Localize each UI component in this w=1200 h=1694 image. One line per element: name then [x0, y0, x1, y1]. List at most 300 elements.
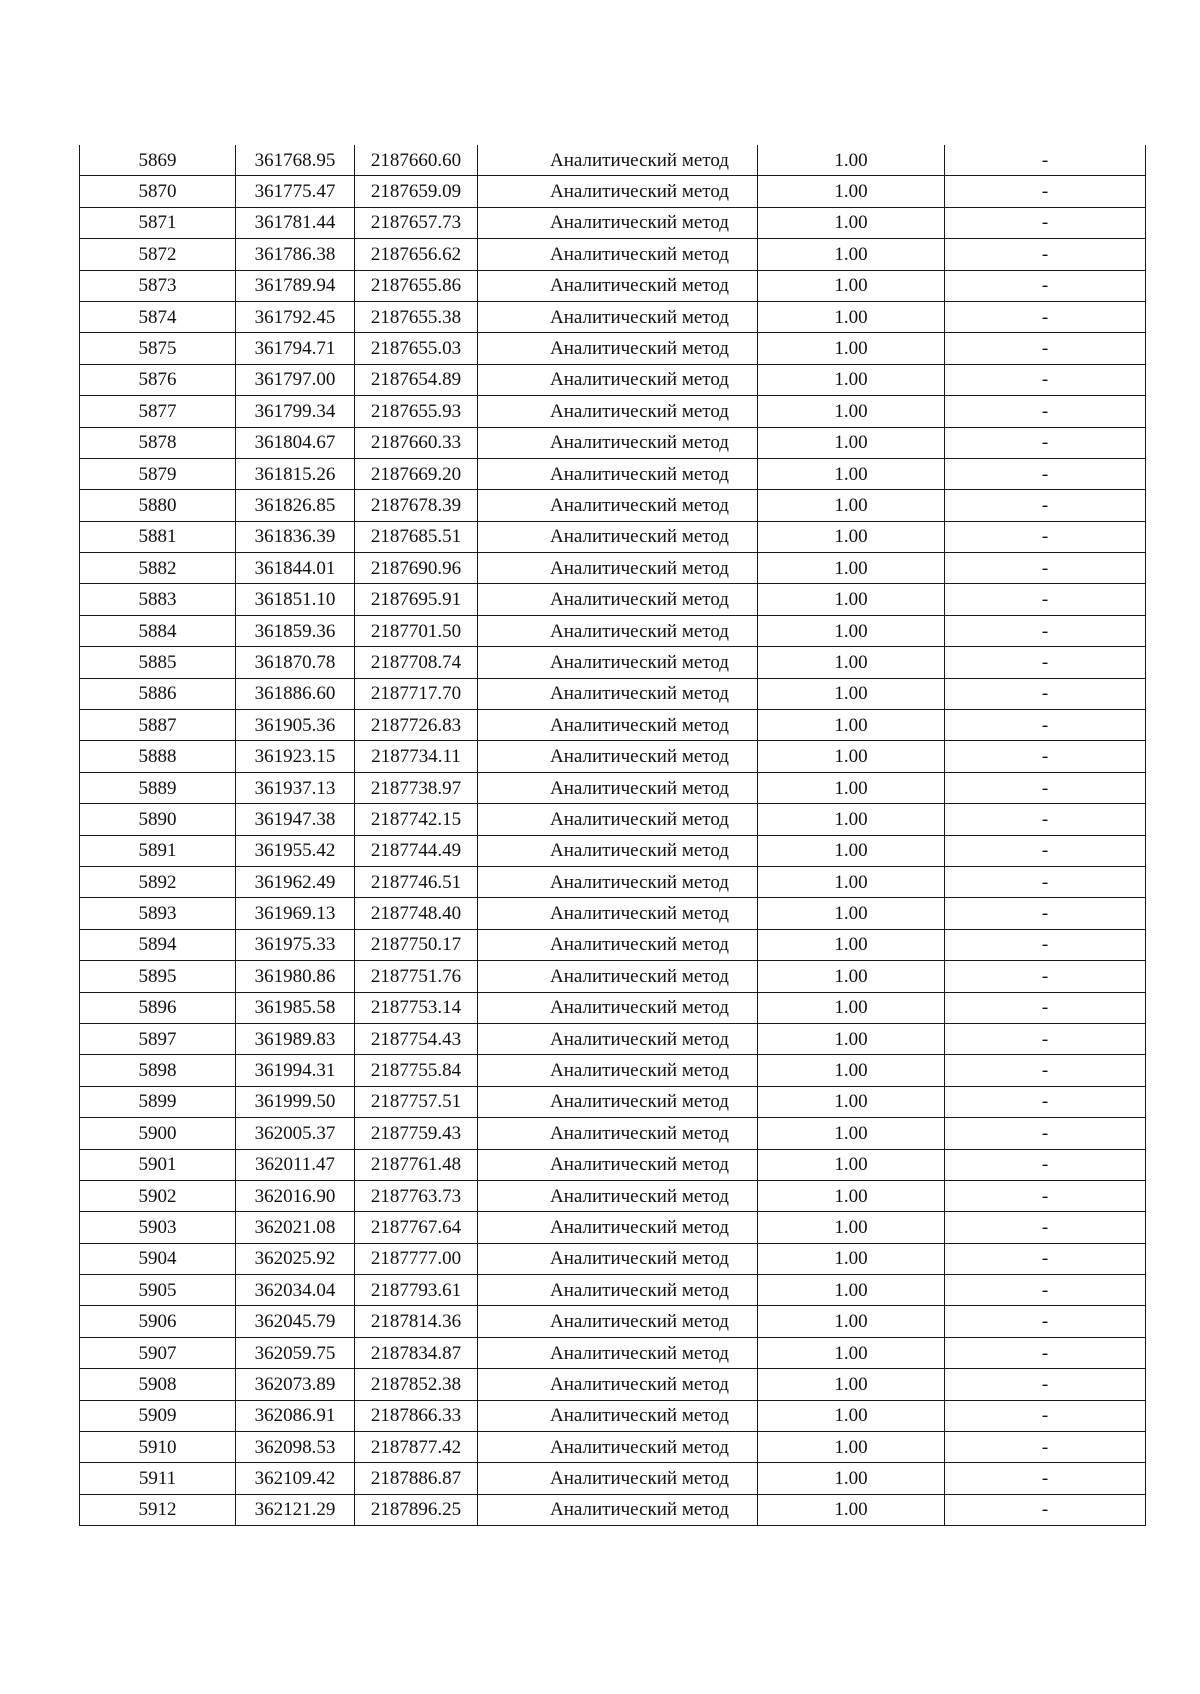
y-coordinate-cell: 2187746.51 — [355, 866, 478, 897]
point-number-cell: 5872 — [80, 239, 236, 270]
point-number-cell: 5911 — [80, 1463, 236, 1494]
point-number-cell: 5885 — [80, 647, 236, 678]
description-cell: - — [945, 333, 1146, 364]
y-coordinate-cell: 2187669.20 — [355, 458, 478, 489]
table-row — [80, 1306, 1146, 1337]
description-cell: - — [945, 521, 1146, 552]
y-coordinate-cell: 2187738.97 — [355, 772, 478, 803]
description-cell: - — [945, 427, 1146, 458]
x-coordinate-cell: 362109.42 — [236, 1463, 355, 1494]
point-number-cell: 5898 — [80, 1055, 236, 1086]
table-row — [80, 1275, 1146, 1306]
description-cell: - — [945, 1086, 1146, 1117]
table-row — [80, 1463, 1146, 1494]
accuracy-cell: 1.00 — [758, 678, 945, 709]
table-row — [80, 145, 1146, 176]
table-row — [80, 239, 1146, 270]
method-cell: Аналитический метод — [478, 145, 758, 176]
accuracy-cell: 1.00 — [758, 647, 945, 678]
method-cell: Аналитический метод — [478, 1337, 758, 1368]
point-number-cell: 5882 — [80, 553, 236, 584]
table-row — [80, 615, 1146, 646]
x-coordinate-cell: 361851.10 — [236, 584, 355, 615]
table-row — [80, 1180, 1146, 1211]
x-coordinate-cell: 362073.89 — [236, 1369, 355, 1400]
method-cell: Аналитический метод — [478, 207, 758, 238]
method-cell: Аналитический метод — [478, 1369, 758, 1400]
y-coordinate-cell: 2187744.49 — [355, 835, 478, 866]
table-row — [80, 678, 1146, 709]
description-cell: - — [945, 772, 1146, 803]
x-coordinate-cell: 361768.95 — [236, 145, 355, 176]
y-coordinate-cell: 2187759.43 — [355, 1118, 478, 1149]
method-cell: Аналитический метод — [478, 1400, 758, 1431]
x-coordinate-cell: 361962.49 — [236, 866, 355, 897]
y-coordinate-cell: 2187753.14 — [355, 992, 478, 1023]
table-row — [80, 710, 1146, 741]
point-number-cell: 5909 — [80, 1400, 236, 1431]
y-coordinate-cell: 2187886.87 — [355, 1463, 478, 1494]
description-cell: - — [945, 929, 1146, 960]
method-cell: Аналитический метод — [478, 270, 758, 301]
point-number-cell: 5888 — [80, 741, 236, 772]
description-cell: - — [945, 1023, 1146, 1054]
y-coordinate-cell: 2187657.73 — [355, 207, 478, 238]
accuracy-cell: 1.00 — [758, 710, 945, 741]
description-cell: - — [945, 1212, 1146, 1243]
point-number-cell: 5890 — [80, 804, 236, 835]
y-coordinate-cell: 2187726.83 — [355, 710, 478, 741]
accuracy-cell: 1.00 — [758, 270, 945, 301]
table-row — [80, 835, 1146, 866]
description-cell: - — [945, 647, 1146, 678]
accuracy-cell: 1.00 — [758, 1023, 945, 1054]
table-row — [80, 1400, 1146, 1431]
x-coordinate-cell: 361804.67 — [236, 427, 355, 458]
y-coordinate-cell: 2187655.86 — [355, 270, 478, 301]
description-cell: - — [945, 207, 1146, 238]
accuracy-cell: 1.00 — [758, 866, 945, 897]
point-number-cell: 5900 — [80, 1118, 236, 1149]
x-coordinate-cell: 362045.79 — [236, 1306, 355, 1337]
point-number-cell: 5899 — [80, 1086, 236, 1117]
accuracy-cell: 1.00 — [758, 1149, 945, 1180]
table-row — [80, 866, 1146, 897]
point-number-cell: 5892 — [80, 866, 236, 897]
y-coordinate-cell: 2187750.17 — [355, 929, 478, 960]
table-row — [80, 929, 1146, 960]
x-coordinate-cell: 362059.75 — [236, 1337, 355, 1368]
accuracy-cell: 1.00 — [758, 1275, 945, 1306]
method-cell: Аналитический метод — [478, 1463, 758, 1494]
table-row — [80, 1243, 1146, 1274]
description-cell: - — [945, 1180, 1146, 1211]
point-number-cell: 5907 — [80, 1337, 236, 1368]
point-number-cell: 5876 — [80, 364, 236, 395]
y-coordinate-cell: 2187777.00 — [355, 1243, 478, 1274]
point-number-cell: 5887 — [80, 710, 236, 741]
y-coordinate-cell: 2187757.51 — [355, 1086, 478, 1117]
x-coordinate-cell: 361775.47 — [236, 176, 355, 207]
table-row — [80, 1055, 1146, 1086]
description-cell: - — [945, 741, 1146, 772]
accuracy-cell: 1.00 — [758, 929, 945, 960]
point-number-cell: 5884 — [80, 615, 236, 646]
method-cell: Аналитический метод — [478, 835, 758, 866]
accuracy-cell: 1.00 — [758, 835, 945, 866]
accuracy-cell: 1.00 — [758, 1306, 945, 1337]
x-coordinate-cell: 361985.58 — [236, 992, 355, 1023]
accuracy-cell: 1.00 — [758, 1212, 945, 1243]
y-coordinate-cell: 2187751.76 — [355, 961, 478, 992]
point-number-cell: 5891 — [80, 835, 236, 866]
description-cell: - — [945, 1463, 1146, 1494]
y-coordinate-cell: 2187678.39 — [355, 490, 478, 521]
description-cell: - — [945, 866, 1146, 897]
method-cell: Аналитический метод — [478, 458, 758, 489]
point-number-cell: 5871 — [80, 207, 236, 238]
method-cell: Аналитический метод — [478, 553, 758, 584]
method-cell: Аналитический метод — [478, 1055, 758, 1086]
point-number-cell: 5874 — [80, 301, 236, 332]
table-row — [80, 1212, 1146, 1243]
description-cell: - — [945, 239, 1146, 270]
x-coordinate-cell: 362098.53 — [236, 1432, 355, 1463]
description-cell: - — [945, 710, 1146, 741]
method-cell: Аналитический метод — [478, 1432, 758, 1463]
point-number-cell: 5875 — [80, 333, 236, 364]
description-cell: - — [945, 270, 1146, 301]
x-coordinate-cell: 361975.33 — [236, 929, 355, 960]
x-coordinate-cell: 361815.26 — [236, 458, 355, 489]
method-cell: Аналитический метод — [478, 647, 758, 678]
x-coordinate-cell: 361980.86 — [236, 961, 355, 992]
y-coordinate-cell: 2187793.61 — [355, 1275, 478, 1306]
description-cell: - — [945, 1337, 1146, 1368]
table-row — [80, 961, 1146, 992]
accuracy-cell: 1.00 — [758, 396, 945, 427]
y-coordinate-cell: 2187660.33 — [355, 427, 478, 458]
y-coordinate-cell: 2187866.33 — [355, 1400, 478, 1431]
y-coordinate-cell: 2187761.48 — [355, 1149, 478, 1180]
x-coordinate-cell: 361859.36 — [236, 615, 355, 646]
table-row — [80, 1369, 1146, 1400]
description-cell: - — [945, 1369, 1146, 1400]
x-coordinate-cell: 361836.39 — [236, 521, 355, 552]
table-row — [80, 1118, 1146, 1149]
accuracy-cell: 1.00 — [758, 615, 945, 646]
accuracy-cell: 1.00 — [758, 333, 945, 364]
accuracy-cell: 1.00 — [758, 521, 945, 552]
y-coordinate-cell: 2187754.43 — [355, 1023, 478, 1054]
x-coordinate-cell: 361989.83 — [236, 1023, 355, 1054]
table-row — [80, 396, 1146, 427]
description-cell: - — [945, 553, 1146, 584]
table-row — [80, 1337, 1146, 1368]
accuracy-cell: 1.00 — [758, 898, 945, 929]
method-cell: Аналитический метод — [478, 239, 758, 270]
description-cell: - — [945, 678, 1146, 709]
x-coordinate-cell: 361969.13 — [236, 898, 355, 929]
method-cell: Аналитический метод — [478, 1275, 758, 1306]
table-row — [80, 804, 1146, 835]
accuracy-cell: 1.00 — [758, 207, 945, 238]
description-cell: - — [945, 1275, 1146, 1306]
table-row — [80, 458, 1146, 489]
x-coordinate-cell: 361797.00 — [236, 364, 355, 395]
y-coordinate-cell: 2187767.64 — [355, 1212, 478, 1243]
point-number-cell: 5908 — [80, 1369, 236, 1400]
description-cell: - — [945, 1432, 1146, 1463]
y-coordinate-cell: 2187685.51 — [355, 521, 478, 552]
method-cell: Аналитический метод — [478, 490, 758, 521]
accuracy-cell: 1.00 — [758, 176, 945, 207]
description-cell: - — [945, 364, 1146, 395]
table-row — [80, 553, 1146, 584]
table-row — [80, 1086, 1146, 1117]
y-coordinate-cell: 2187755.84 — [355, 1055, 478, 1086]
point-number-cell: 5870 — [80, 176, 236, 207]
x-coordinate-cell: 362011.47 — [236, 1149, 355, 1180]
accuracy-cell: 1.00 — [758, 553, 945, 584]
table-row — [80, 1494, 1146, 1525]
accuracy-cell: 1.00 — [758, 364, 945, 395]
description-cell: - — [945, 1400, 1146, 1431]
table-row — [80, 647, 1146, 678]
table-row — [80, 741, 1146, 772]
point-number-cell: 5869 — [80, 145, 236, 176]
method-cell: Аналитический метод — [478, 992, 758, 1023]
description-cell: - — [945, 145, 1146, 176]
point-number-cell: 5886 — [80, 678, 236, 709]
coordinates-table — [79, 145, 1146, 1526]
accuracy-cell: 1.00 — [758, 992, 945, 1023]
description-cell: - — [945, 584, 1146, 615]
point-number-cell: 5903 — [80, 1212, 236, 1243]
table-row — [80, 333, 1146, 364]
description-cell: - — [945, 1149, 1146, 1180]
x-coordinate-cell: 362121.29 — [236, 1494, 355, 1525]
x-coordinate-cell: 362086.91 — [236, 1400, 355, 1431]
x-coordinate-cell: 361792.45 — [236, 301, 355, 332]
accuracy-cell: 1.00 — [758, 1463, 945, 1494]
x-coordinate-cell: 361844.01 — [236, 553, 355, 584]
y-coordinate-cell: 2187896.25 — [355, 1494, 478, 1525]
x-coordinate-cell: 361937.13 — [236, 772, 355, 803]
accuracy-cell: 1.00 — [758, 1369, 945, 1400]
description-cell: - — [945, 1243, 1146, 1274]
method-cell: Аналитический метод — [478, 1023, 758, 1054]
point-number-cell: 5897 — [80, 1023, 236, 1054]
y-coordinate-cell: 2187814.36 — [355, 1306, 478, 1337]
x-coordinate-cell: 362005.37 — [236, 1118, 355, 1149]
method-cell: Аналитический метод — [478, 1243, 758, 1274]
accuracy-cell: 1.00 — [758, 1118, 945, 1149]
point-number-cell: 5893 — [80, 898, 236, 929]
accuracy-cell: 1.00 — [758, 804, 945, 835]
point-number-cell: 5905 — [80, 1275, 236, 1306]
point-number-cell: 5894 — [80, 929, 236, 960]
y-coordinate-cell: 2187654.89 — [355, 364, 478, 395]
point-number-cell: 5912 — [80, 1494, 236, 1525]
method-cell: Аналитический метод — [478, 584, 758, 615]
accuracy-cell: 1.00 — [758, 1494, 945, 1525]
method-cell: Аналитический метод — [478, 804, 758, 835]
coordinates-table-body — [80, 145, 1146, 1526]
method-cell: Аналитический метод — [478, 396, 758, 427]
x-coordinate-cell: 361794.71 — [236, 333, 355, 364]
description-cell: - — [945, 992, 1146, 1023]
accuracy-cell: 1.00 — [758, 427, 945, 458]
table-row — [80, 270, 1146, 301]
point-number-cell: 5873 — [80, 270, 236, 301]
y-coordinate-cell: 2187659.09 — [355, 176, 478, 207]
table-row — [80, 1023, 1146, 1054]
description-cell: - — [945, 396, 1146, 427]
y-coordinate-cell: 2187852.38 — [355, 1369, 478, 1400]
method-cell: Аналитический метод — [478, 1086, 758, 1117]
accuracy-cell: 1.00 — [758, 1400, 945, 1431]
description-cell: - — [945, 490, 1146, 521]
method-cell: Аналитический метод — [478, 741, 758, 772]
x-coordinate-cell: 361999.50 — [236, 1086, 355, 1117]
accuracy-cell: 1.00 — [758, 961, 945, 992]
description-cell: - — [945, 176, 1146, 207]
method-cell: Аналитический метод — [478, 333, 758, 364]
point-number-cell: 5904 — [80, 1243, 236, 1274]
point-number-cell: 5906 — [80, 1306, 236, 1337]
accuracy-cell: 1.00 — [758, 1432, 945, 1463]
y-coordinate-cell: 2187717.70 — [355, 678, 478, 709]
x-coordinate-cell: 361955.42 — [236, 835, 355, 866]
y-coordinate-cell: 2187742.15 — [355, 804, 478, 835]
point-number-cell: 5879 — [80, 458, 236, 489]
x-coordinate-cell: 362016.90 — [236, 1180, 355, 1211]
accuracy-cell: 1.00 — [758, 145, 945, 176]
y-coordinate-cell: 2187734.11 — [355, 741, 478, 772]
description-cell: - — [945, 835, 1146, 866]
accuracy-cell: 1.00 — [758, 1243, 945, 1274]
description-cell: - — [945, 898, 1146, 929]
table-row — [80, 772, 1146, 803]
y-coordinate-cell: 2187655.38 — [355, 301, 478, 332]
x-coordinate-cell: 361870.78 — [236, 647, 355, 678]
y-coordinate-cell: 2187660.60 — [355, 145, 478, 176]
x-coordinate-cell: 361886.60 — [236, 678, 355, 709]
point-number-cell: 5883 — [80, 584, 236, 615]
point-number-cell: 5878 — [80, 427, 236, 458]
x-coordinate-cell: 361905.36 — [236, 710, 355, 741]
y-coordinate-cell: 2187655.93 — [355, 396, 478, 427]
y-coordinate-cell: 2187877.42 — [355, 1432, 478, 1463]
table-row — [80, 207, 1146, 238]
method-cell: Аналитический метод — [478, 866, 758, 897]
y-coordinate-cell: 2187701.50 — [355, 615, 478, 646]
accuracy-cell: 1.00 — [758, 458, 945, 489]
point-number-cell: 5880 — [80, 490, 236, 521]
accuracy-cell: 1.00 — [758, 741, 945, 772]
y-coordinate-cell: 2187695.91 — [355, 584, 478, 615]
x-coordinate-cell: 362021.08 — [236, 1212, 355, 1243]
method-cell: Аналитический метод — [478, 898, 758, 929]
description-cell: - — [945, 301, 1146, 332]
point-number-cell: 5889 — [80, 772, 236, 803]
point-number-cell: 5877 — [80, 396, 236, 427]
y-coordinate-cell: 2187708.74 — [355, 647, 478, 678]
x-coordinate-cell: 361994.31 — [236, 1055, 355, 1086]
description-cell: - — [945, 458, 1146, 489]
x-coordinate-cell: 361781.44 — [236, 207, 355, 238]
table-row — [80, 584, 1146, 615]
accuracy-cell: 1.00 — [758, 1055, 945, 1086]
accuracy-cell: 1.00 — [758, 1180, 945, 1211]
y-coordinate-cell: 2187690.96 — [355, 553, 478, 584]
description-cell: - — [945, 804, 1146, 835]
method-cell: Аналитический метод — [478, 615, 758, 646]
accuracy-cell: 1.00 — [758, 584, 945, 615]
description-cell: - — [945, 615, 1146, 646]
table-row — [80, 301, 1146, 332]
x-coordinate-cell: 361799.34 — [236, 396, 355, 427]
method-cell: Аналитический метод — [478, 1180, 758, 1211]
method-cell: Аналитический метод — [478, 1149, 758, 1180]
accuracy-cell: 1.00 — [758, 1086, 945, 1117]
x-coordinate-cell: 361786.38 — [236, 239, 355, 270]
x-coordinate-cell: 361826.85 — [236, 490, 355, 521]
y-coordinate-cell: 2187655.03 — [355, 333, 478, 364]
method-cell: Аналитический метод — [478, 772, 758, 803]
x-coordinate-cell: 361923.15 — [236, 741, 355, 772]
table-row — [80, 176, 1146, 207]
method-cell: Аналитический метод — [478, 1306, 758, 1337]
y-coordinate-cell: 2187656.62 — [355, 239, 478, 270]
point-number-cell: 5902 — [80, 1180, 236, 1211]
y-coordinate-cell: 2187763.73 — [355, 1180, 478, 1211]
description-cell: - — [945, 1494, 1146, 1525]
method-cell: Аналитический метод — [478, 678, 758, 709]
table-row — [80, 992, 1146, 1023]
x-coordinate-cell: 362034.04 — [236, 1275, 355, 1306]
method-cell: Аналитический метод — [478, 176, 758, 207]
accuracy-cell: 1.00 — [758, 772, 945, 803]
method-cell: Аналитический метод — [478, 961, 758, 992]
y-coordinate-cell: 2187748.40 — [355, 898, 478, 929]
y-coordinate-cell: 2187834.87 — [355, 1337, 478, 1368]
table-row — [80, 427, 1146, 458]
table-row — [80, 521, 1146, 552]
point-number-cell: 5901 — [80, 1149, 236, 1180]
method-cell: Аналитический метод — [478, 301, 758, 332]
accuracy-cell: 1.00 — [758, 239, 945, 270]
table-row — [80, 1432, 1146, 1463]
x-coordinate-cell: 361789.94 — [236, 270, 355, 301]
method-cell: Аналитический метод — [478, 1494, 758, 1525]
x-coordinate-cell: 362025.92 — [236, 1243, 355, 1274]
table-row — [80, 898, 1146, 929]
method-cell: Аналитический метод — [478, 427, 758, 458]
method-cell: Аналитический метод — [478, 1212, 758, 1243]
method-cell: Аналитический метод — [478, 364, 758, 395]
method-cell: Аналитический метод — [478, 929, 758, 960]
method-cell: Аналитический метод — [478, 710, 758, 741]
point-number-cell: 5896 — [80, 992, 236, 1023]
point-number-cell: 5881 — [80, 521, 236, 552]
table-row — [80, 364, 1146, 395]
accuracy-cell: 1.00 — [758, 1337, 945, 1368]
point-number-cell: 5895 — [80, 961, 236, 992]
description-cell: - — [945, 1306, 1146, 1337]
accuracy-cell: 1.00 — [758, 490, 945, 521]
